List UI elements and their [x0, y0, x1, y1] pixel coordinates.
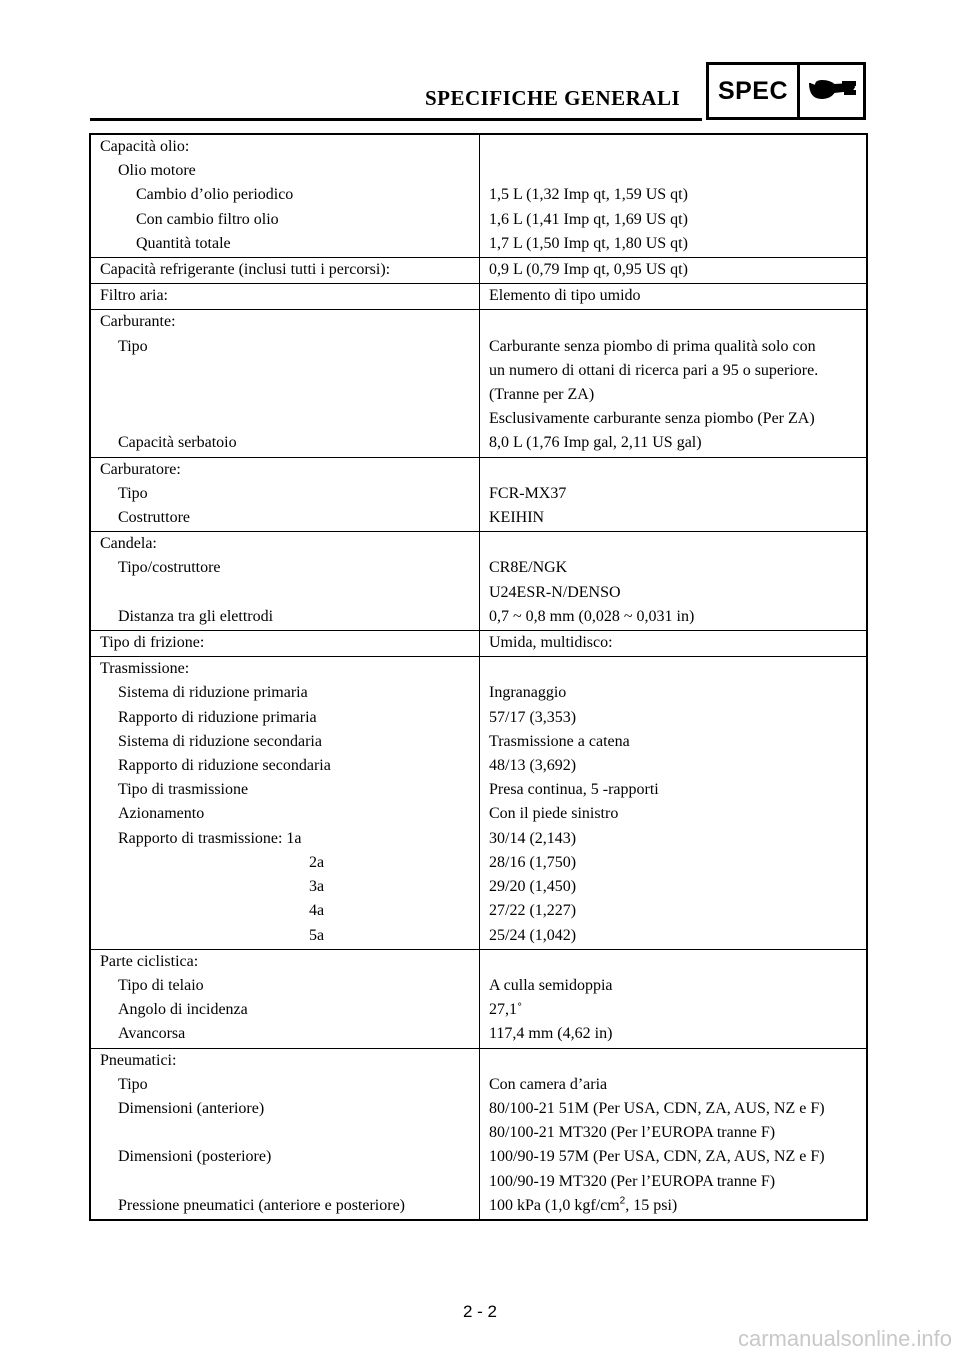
tire-type-value: Con camera d’aria: [489, 1075, 608, 1093]
primary-system-label: Sistema di riduzione primaria: [118, 684, 308, 702]
spec-badge-label: SPEC: [709, 65, 800, 117]
tire-front-line: 80/100-21 MT320 (Per l’EUROPA tranne F): [489, 1124, 776, 1142]
caster-value: 27,1˚: [489, 1001, 523, 1019]
frame-value: A culla semidoppia: [489, 976, 613, 994]
gear1-value: 30/14 (2,143): [489, 829, 577, 847]
oil-periodic-value: 1,5 L (1,32 Imp qt, 1,59 US qt): [489, 186, 688, 204]
tire-type-label: Tipo: [118, 1075, 148, 1093]
secondary-system-label: Sistema di riduzione secondaria: [118, 732, 322, 750]
tire-front-value: [480, 1097, 866, 1145]
operation-label: Azionamento: [118, 805, 205, 823]
fuel-tank-label: Capacità serbatoio: [118, 434, 237, 452]
page-number: 2 - 2: [462, 1302, 498, 1321]
fuel-type-line: un numero di ottani di ricerca pari a 95 o superiore.: [489, 361, 819, 379]
oil-filter-label: Con cambio filtro olio: [136, 210, 279, 228]
watermark[interactable]: carmanualsonline.info: [737, 1326, 952, 1351]
fuel-title: Carburante:: [100, 313, 176, 331]
trail-value: 117,4 mm (4,62 in): [489, 1025, 613, 1043]
gear-ratio-label: Rapporto di trasmissione: 1a: [118, 829, 302, 847]
tire-pressure-sup: 2: [619, 1195, 626, 1207]
coolant-value: 0,9 L (0,79 Imp qt, 0,95 US qt): [489, 261, 688, 279]
wrench-icon: [800, 65, 863, 117]
carburetor-type-value: FCR-MX37: [489, 484, 567, 502]
group-coolant: [91, 257, 866, 283]
gear2-label: 2a: [309, 853, 325, 871]
tire-pressure-value-a: 100 kPa (1,0 kgf/cm: [489, 1196, 620, 1214]
spec-badge: [706, 62, 866, 120]
page-title: SPECIFICHE GENERALI: [425, 86, 681, 110]
oil-total-value: 1,7 L (1,50 Imp qt, 1,80 US qt): [489, 234, 688, 252]
operation-value: Con il piede sinistro: [489, 805, 619, 823]
carburetor-type-label: Tipo: [118, 484, 148, 502]
spec-table: [89, 133, 868, 1221]
tire-pressure-label: Pressione pneumatici (anteriore e posteriore): [118, 1196, 405, 1214]
secondary-system-value: Trasmissione a catena: [489, 732, 630, 750]
fuel-type-value: [480, 335, 866, 432]
header-rule: [90, 118, 702, 121]
group-clutch: [91, 630, 866, 656]
spark-plug-type-value: CR8E/NGK: [489, 559, 568, 577]
group-air-filter: [91, 283, 866, 309]
coolant-label: Capacità refrigerante (inclusi tutti i percorsi):: [100, 261, 391, 279]
fuel-type-line: Carburante senza piombo di prima qualità solo con: [489, 337, 816, 355]
tire-front-label: Dimensioni (anteriore): [118, 1099, 265, 1117]
spark-plug-type-value-alt: U24ESR-N/DENSO: [489, 583, 621, 601]
primary-ratio-value: 57/17 (3,353): [489, 708, 577, 726]
fuel-type-line: Esclusivamente carburante senza piombo (Per ZA): [489, 410, 815, 428]
group-chassis: [91, 949, 866, 1048]
tire-pressure-value-b: , 15 psi): [625, 1196, 678, 1214]
oil-periodic-label: Cambio d’olio periodico: [136, 186, 294, 204]
caster-label: Angolo di incidenza: [118, 1001, 248, 1019]
secondary-ratio-label: Rapporto di riduzione secondaria: [118, 757, 331, 775]
air-filter-label: Filtro aria:: [100, 287, 168, 305]
secondary-ratio-value: 48/13 (3,692): [489, 757, 577, 775]
spark-plug-title: Candela:: [100, 535, 157, 553]
air-filter-value: Elemento di tipo umido: [489, 287, 641, 305]
oil-filter-value: 1,6 L (1,41 Imp qt, 1,69 US qt): [489, 210, 688, 228]
gear5-value: 25/24 (1,042): [489, 926, 577, 944]
spark-plug-type-label: Tipo/costruttore: [118, 559, 221, 577]
transmission-type-label: Tipo di trasmissione: [118, 781, 249, 799]
gear2-value: 28/16 (1,750): [489, 853, 577, 871]
tire-rear-label: Dimensioni (posteriore): [118, 1148, 272, 1166]
tire-pressure-value: [480, 1194, 866, 1218]
tires-title: Pneumatici:: [100, 1051, 177, 1069]
primary-ratio-label: Rapporto di riduzione primaria: [118, 708, 317, 726]
frame-label: Tipo di telaio: [118, 976, 204, 994]
transmission-title: Trasmissione:: [100, 660, 190, 678]
chassis-title: Parte ciclistica:: [100, 952, 199, 970]
group-tires: [91, 1048, 866, 1219]
gear3-value: 29/20 (1,450): [489, 878, 577, 896]
carburetor-title: Carburatore:: [100, 460, 181, 478]
fuel-type-line: (Tranne per ZA): [489, 386, 595, 404]
clutch-label: Tipo di frizione:: [100, 634, 205, 652]
oil-total-label: Quantità totale: [136, 234, 231, 252]
group-transmission: [91, 656, 866, 948]
gear3-label: 3a: [309, 878, 325, 896]
carburetor-maker-value: KEIHIN: [489, 509, 545, 527]
primary-system-value: Ingranaggio: [489, 684, 567, 702]
group-spark-plug: [91, 531, 866, 630]
fuel-tank-value: 8,0 L (1,76 Imp gal, 2,11 US gal): [489, 434, 702, 452]
gear4-label: 4a: [309, 902, 325, 920]
group-carburetor: [91, 457, 866, 532]
engine-oil-label: Olio motore: [118, 162, 196, 180]
tire-rear-line: 100/90-19 MT320 (Per l’EUROPA tranne F): [489, 1172, 776, 1190]
group-fuel: [91, 309, 866, 456]
gear4-value: 27/22 (1,227): [489, 902, 577, 920]
group-oil-capacity: [91, 135, 866, 257]
fuel-type-label: Tipo: [118, 337, 148, 355]
tire-front-line: 80/100-21 51M (Per USA, CDN, ZA, AUS, NZ e F): [489, 1099, 825, 1117]
carburetor-maker-label: Costruttore: [118, 509, 190, 527]
transmission-type-value: Presa continua, 5 -rapporti: [489, 781, 659, 799]
gear5-label: 5a: [309, 926, 325, 944]
tire-rear-line: 100/90-19 57M (Per USA, CDN, ZA, AUS, NZ e F): [489, 1148, 825, 1166]
oil-title: Capacità olio:: [100, 138, 190, 155]
spark-plug-gap-label: Distanza tra gli elettrodi: [118, 607, 274, 625]
spark-plug-gap-value: 0,7 ~ 0,8 mm (0,028 ~ 0,031 in): [489, 607, 695, 625]
tire-rear-value: [480, 1145, 866, 1193]
trail-label: Avancorsa: [118, 1025, 186, 1043]
clutch-value: Umida, multidisco:: [489, 634, 613, 652]
